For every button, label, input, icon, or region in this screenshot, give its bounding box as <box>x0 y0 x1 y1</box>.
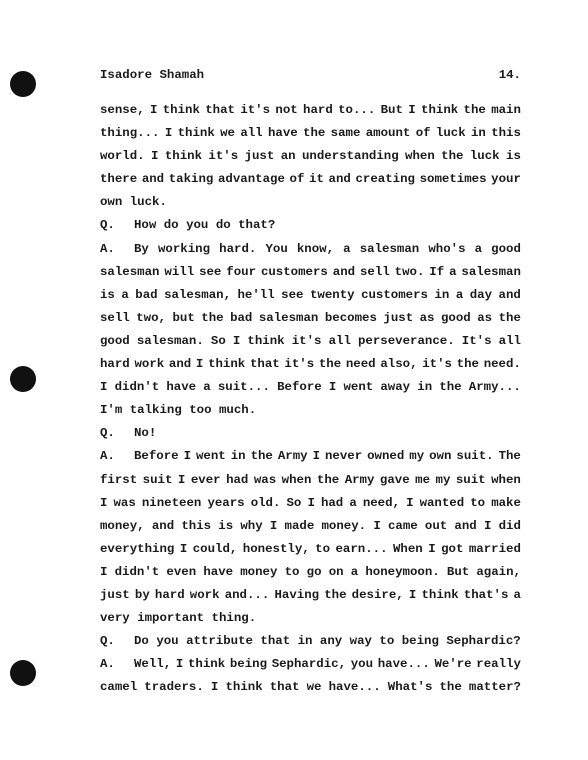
line-text: sense, I think that it's not hard to... But I think the main <box>100 103 521 117</box>
line-text: first suit I ever had was when the Army gave me my suit when <box>100 472 521 487</box>
line-text: just by hard work and... Having the desire, I think that's a <box>100 587 521 602</box>
line-text: there and taking advantage of it and creating sometimes your <box>100 172 521 187</box>
transcript-line <box>100 238 521 261</box>
transcript-body <box>100 99 521 699</box>
interviewee-name: Isadore Shamah <box>100 68 205 82</box>
question-marker: Q. <box>100 426 115 441</box>
binder-hole <box>10 71 36 97</box>
answer-marker: A. <box>100 657 115 672</box>
page-number: 14. <box>498 68 521 82</box>
line-text: salesman will see four customers and sell two. If a salesman <box>100 264 521 279</box>
transcript-line <box>100 630 521 653</box>
question-marker: Q. <box>100 218 115 233</box>
line-text: I'm talking too much. <box>100 403 257 418</box>
transcript-line <box>100 445 521 468</box>
line-text: is a bad salesman, he'll see twenty customers in a day and <box>100 287 521 302</box>
line-text: Well, I think being Sephardic, you have... We're really <box>134 657 521 672</box>
line-text: How do you do that? <box>134 218 276 233</box>
line-text: I didn't even have money to go on a honeymoon. But again, <box>100 564 521 579</box>
line-text: No! <box>134 426 157 441</box>
line-text: money, and this is why I made money. I came out and I did <box>100 518 521 533</box>
line-text: By working hard. You know, a salesman who's a good <box>134 241 521 256</box>
line-text: camel traders. I think that we have... What's the matter? <box>100 680 521 695</box>
page-header <box>100 68 521 82</box>
transcript-line <box>100 422 521 445</box>
line-text: I didn't have a suit... Before I went away in the Army... <box>100 380 521 395</box>
line-text: own luck. <box>100 195 167 210</box>
question-marker: Q. <box>100 634 115 649</box>
line-text: everything I could, honestly, to earn... When I got married <box>100 541 521 556</box>
line-text: thing... I think we all have the same amount of luck in this <box>100 126 521 141</box>
line-text: I was nineteen years old. So I had a need, I wanted to make <box>100 495 521 510</box>
binder-hole <box>10 660 36 686</box>
answer-marker: A. <box>100 241 115 256</box>
answer-marker: A. <box>100 449 115 464</box>
line-text: hard work and I think that it's the need also, it's the need. <box>100 357 521 372</box>
transcript-line <box>100 214 521 237</box>
line-text: Do you attribute that in any way to being Sephardic? <box>134 634 521 649</box>
transcript-line <box>100 653 521 676</box>
line-text: very important thing. <box>100 611 257 626</box>
binder-hole <box>10 366 36 392</box>
line-text: world. I think it's just an understanding when the luck is <box>100 149 521 164</box>
line-text: Before I went in the Army I never owned my own suit. The <box>134 449 521 464</box>
line-text: good salesman. So I think it's all perseverance. It's all <box>100 333 521 348</box>
line-text: sell two, but the bad salesman becomes just as good as the <box>100 310 521 325</box>
